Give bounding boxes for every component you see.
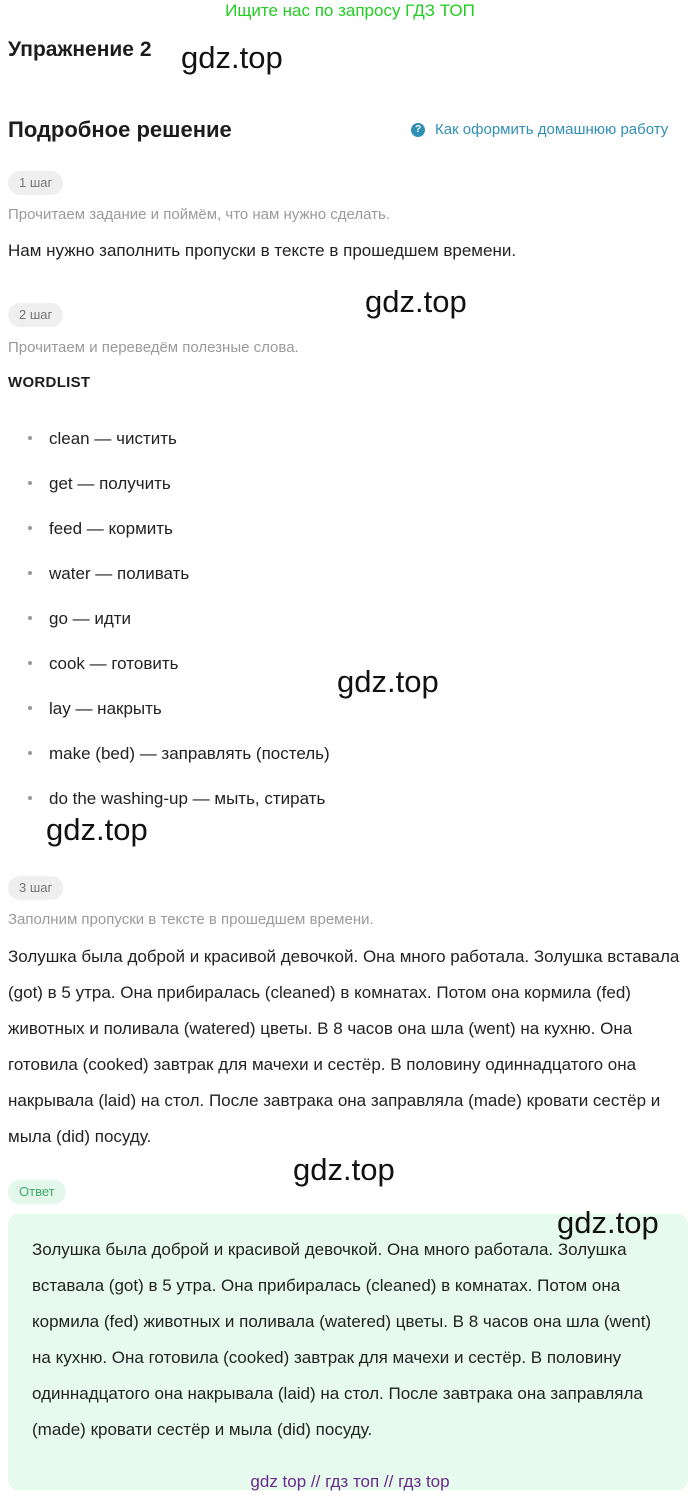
answer-badge: Ответ bbox=[8, 1180, 66, 1204]
step-1-badge: 1 шаг bbox=[8, 171, 63, 195]
help-link-label: Как оформить домашнюю работу bbox=[435, 121, 669, 138]
answer-box bbox=[8, 1214, 688, 1490]
wordlist-heading: WORDLIST bbox=[8, 374, 91, 391]
watermark: gdz.top bbox=[337, 664, 439, 699]
list-item bbox=[0, 731, 330, 776]
answer-text: Золушка была доброй и красивой девочкой. Она много работала. Золушка вставала (got) в 5 утра. Она прибиралась (cleaned) в комнатах. Потом она кормила (fed) животных и поливала (watered) цветы. В 8 часов она шла (went) на кухню. Она готовила (cooked) завтрак для мачехи и сестёр. В половину одиннадцатого она накрывала (laid) на стол. После завтрака она заправляла (made) кровати сестёр и мыла (did) посуду. bbox=[32, 1240, 652, 1439]
bullet-icon bbox=[28, 751, 32, 755]
top-banner[interactable]: Ищите нас по запросу ГДЗ ТОП bbox=[225, 1, 475, 20]
list-item-text: cook — готовить bbox=[49, 654, 179, 673]
watermark: gdz.top bbox=[557, 1205, 659, 1240]
list-item-text: get — получить bbox=[49, 474, 171, 493]
list-item bbox=[0, 596, 330, 641]
step-1-text: Нам нужно заполнить пропуски в тексте в прошедшем времени. bbox=[8, 241, 517, 260]
list-item bbox=[0, 506, 330, 551]
list-item-text: lay — накрыть bbox=[49, 699, 162, 718]
step-2-badge: 2 шаг bbox=[8, 303, 63, 327]
bullet-icon bbox=[28, 526, 32, 530]
section-title: Подробное решение bbox=[8, 117, 232, 142]
list-item-text: go — идти bbox=[49, 609, 132, 628]
bullet-icon bbox=[28, 616, 32, 620]
bullet-icon bbox=[28, 481, 32, 485]
step-3-text: Золушка была доброй и красивой девочкой. Она много работала. Золушка вставала (got) в 5 утра. Она прибиралась (cleaned) в комнатах. Потом она кормила (fed) животных и поливала (watered) цветы. В 8 часов она шла (went) на кухню. Она готовила (cooked) завтрак для мачехи и сестёр. В половину одиннадцатого она накрывала (laid) на стол. После завтрака она заправляла (made) кровати сестёр и мыла (did) посуду. bbox=[8, 947, 680, 1146]
list-item bbox=[0, 551, 330, 596]
watermark: gdz.top bbox=[293, 1152, 395, 1187]
bullet-icon bbox=[28, 706, 32, 710]
bullet-icon bbox=[28, 796, 32, 800]
step-2-instruction: Прочитаем и переведём полезные слова. bbox=[8, 339, 299, 356]
list-item-text: clean — чистить bbox=[49, 429, 177, 448]
watermark: gdz.top bbox=[46, 812, 148, 847]
list-item-text: do the washing-up — мыть, стирать bbox=[49, 789, 326, 808]
question-icon: ? bbox=[411, 123, 425, 137]
bullet-icon bbox=[28, 571, 32, 575]
list-item-text: make (bed) — заправлять (постель) bbox=[49, 744, 330, 763]
word-list bbox=[0, 416, 330, 821]
bullet-icon bbox=[28, 661, 32, 665]
list-item bbox=[0, 461, 330, 506]
watermark: gdz.top bbox=[181, 40, 283, 75]
footer-links[interactable]: gdz top // гдз топ // гдз top bbox=[250, 1472, 450, 1491]
list-item bbox=[0, 416, 330, 461]
help-link[interactable] bbox=[411, 121, 668, 138]
exercise-title: Упражнение 2 bbox=[8, 38, 152, 61]
watermark: gdz.top bbox=[365, 284, 467, 319]
list-item bbox=[0, 641, 330, 686]
step-3-badge: 3 шаг bbox=[8, 876, 63, 900]
bullet-icon bbox=[28, 436, 32, 440]
list-item-text: feed — кормить bbox=[49, 519, 173, 538]
list-item bbox=[0, 686, 330, 731]
step-3-instruction: Заполним пропуски в тексте в прошедшем времени. bbox=[8, 911, 374, 928]
list-item-text: water — поливать bbox=[49, 564, 190, 583]
step-1-instruction: Прочитаем задание и поймём, что нам нужно сделать. bbox=[8, 206, 391, 223]
